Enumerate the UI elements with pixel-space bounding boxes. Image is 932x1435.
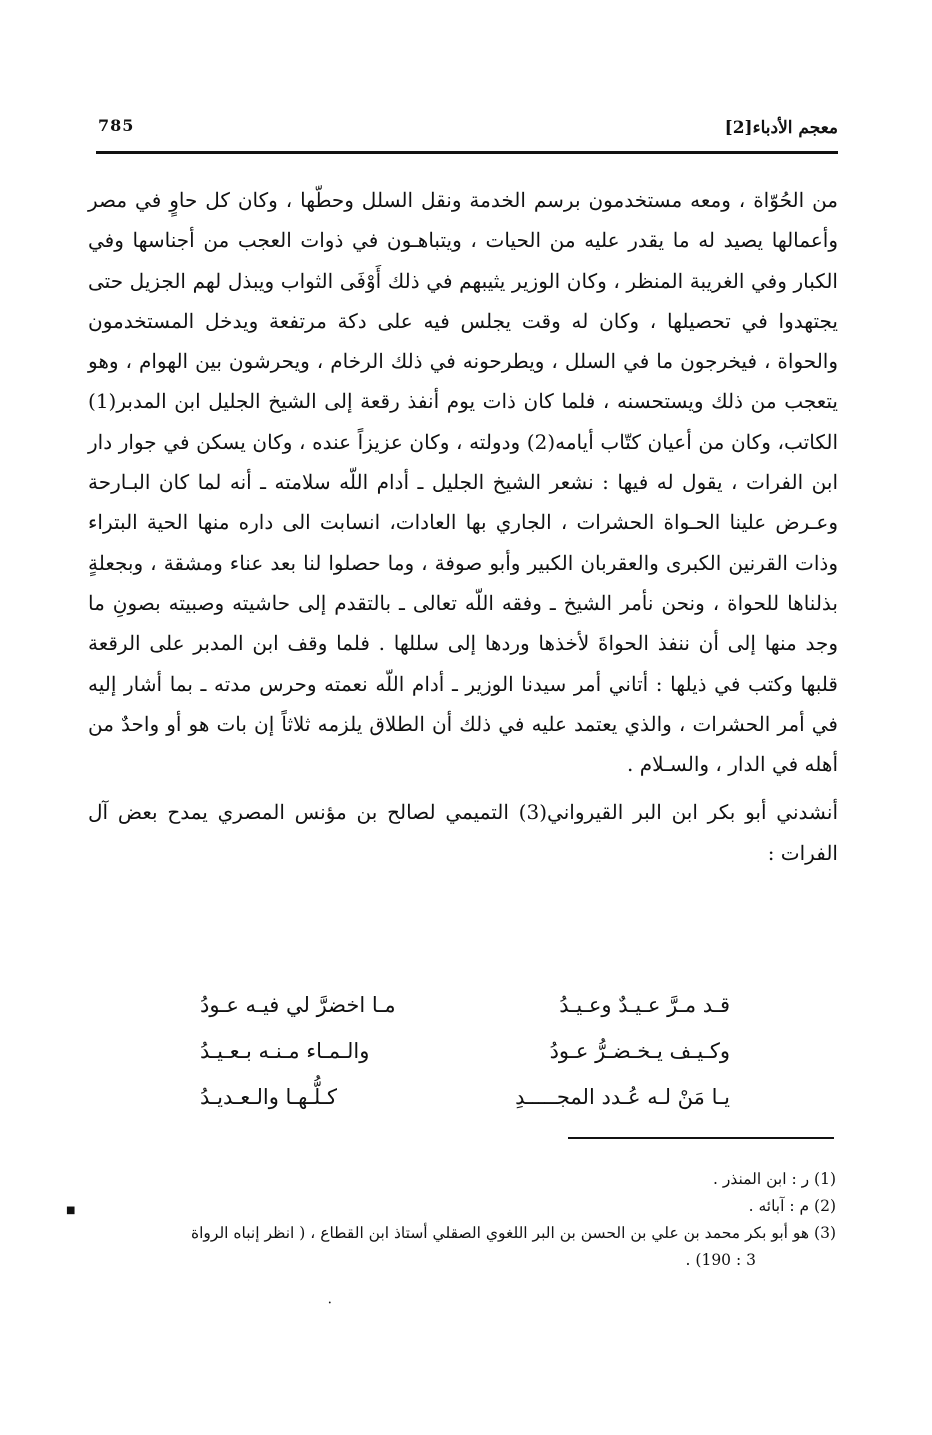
verse-1-second-hemistich: مـا اخضرَّ لي فيـه عـودُ bbox=[200, 993, 396, 1017]
verse-2-second-hemistich: والـمـاء مـنـه بـعـيـدُ bbox=[200, 1039, 370, 1063]
footnotes bbox=[82, 1166, 836, 1274]
header-rule bbox=[96, 151, 838, 154]
paragraph-1: من الحُوّاة ، ومعه مستخدمون برسم الخدمة ونقل السلل وحطّها ، وكان كل حاوٍ في مصر وأعمالها يصيد له ما يقدر عليه من الحيات ، ويتباهـون في ذوات العجب من أجناسها وفي الكبار وفي الغريبة المنظر ، وكان الوزير يثيبهم في ذلك أَوْفَى الثواب ويبذل لهم الجزيل حتى يجتهدوا في تحصيلها ، وكان له وقت يجلس فيه على دكة مرتفعة ويدخل المستخدمون والحواة ، فيخرجون ما في السلل ، ويطرحونه في ذلك الرخام ، ويحرشون بين الهوام ، وهو يتعجب من ذلك ويستحسنه ، فلما كان ذات يوم أنفذ رقعة إلى الشيخ الجليل ابن المدبر(1) الكاتب، وكان من أعيان كتّاب أيامه(2) ودولته ، وكان عزيزاً عنده ، وكان يسكن في جوار دار ابن الفرات ، يقول له فيها : نشعر الشيخ الجليل ـ أدام اللّه سلامته ـ أنه لما كان البـارحة وعـرض علينا الحـواة الحشرات ، الجاري بها العادات، انسابت الى داره منها الحية البتراء وذات القرنين الكبرى والعقربان الكبير وأبو صوفة ، وما حصلوا لنا بعد عناء ومشقة ، وبجعلةٍ بذلناها للحواة ، ونحن نأمر الشيخ ـ وفقه اللّه تعالى ـ بالتقدم إلى حاشيته وصبيته بصونِ ما وجد منها إلى أن ننفذ الحواةَ لأخذها وردها إلى سللها . فلما وقف ابن المدبر على الرقعة قلبها وكتب في ذيلها : أتاني أمر سيدنا الوزير ـ أدام اللّه نعمته وحرس مدته ـ بما أشار إليه في أمر الحشرات ، والذي يعتمد عليه في ذلك أن الطلاق يلزمه ثلاثاً إن بات هو أو واحدٌ من أهله في الدار ، والسـلام . bbox=[88, 188, 839, 777]
page-number: 785 bbox=[98, 116, 135, 135]
verse-1 bbox=[200, 982, 730, 1028]
verse-1-first-hemistich: قـد مـرَّ عـيـدٌ وعـيـدُ bbox=[559, 993, 730, 1017]
poem bbox=[200, 982, 730, 1120]
page-header bbox=[96, 112, 838, 148]
verse-3 bbox=[200, 1074, 730, 1120]
print-speck: ■ bbox=[66, 1205, 76, 1216]
running-title: معجم الأدباء[2] bbox=[724, 118, 838, 138]
paragraph-2: أنشدني أبو بكر ابن البر القيرواني(3) التميمي لصالح بن مؤنس المصري يمدح بعض آل الفرات : bbox=[88, 800, 839, 865]
footnote-1: (1) ر : ابن المنذر . bbox=[713, 1170, 836, 1188]
print-dot: • bbox=[328, 1300, 332, 1307]
footnote-rule bbox=[568, 1137, 834, 1139]
verse-3-first-hemistich: يـا مَنْ لـه عُـدد المجـــــدِ bbox=[515, 1085, 730, 1109]
footnote-2: (2) م : آبائه . bbox=[748, 1197, 836, 1215]
verse-3-second-hemistich: كـلُّـهـا والـعـديـدُ bbox=[200, 1085, 338, 1109]
footnote-3-continuation: 3 : 190) . bbox=[685, 1251, 756, 1269]
footnote-3: (3) هو أبو بكر محمد بن علي بن الحسن بن البر اللغوي الصقلي أستاذ ابن القطاع ، ( انظر إنباه الرواة bbox=[190, 1224, 836, 1242]
main-text bbox=[88, 180, 838, 873]
verse-2-first-hemistich: وكـيـف يـخـضـرُّ عـودُ bbox=[549, 1039, 730, 1063]
verse-2 bbox=[200, 1028, 730, 1074]
